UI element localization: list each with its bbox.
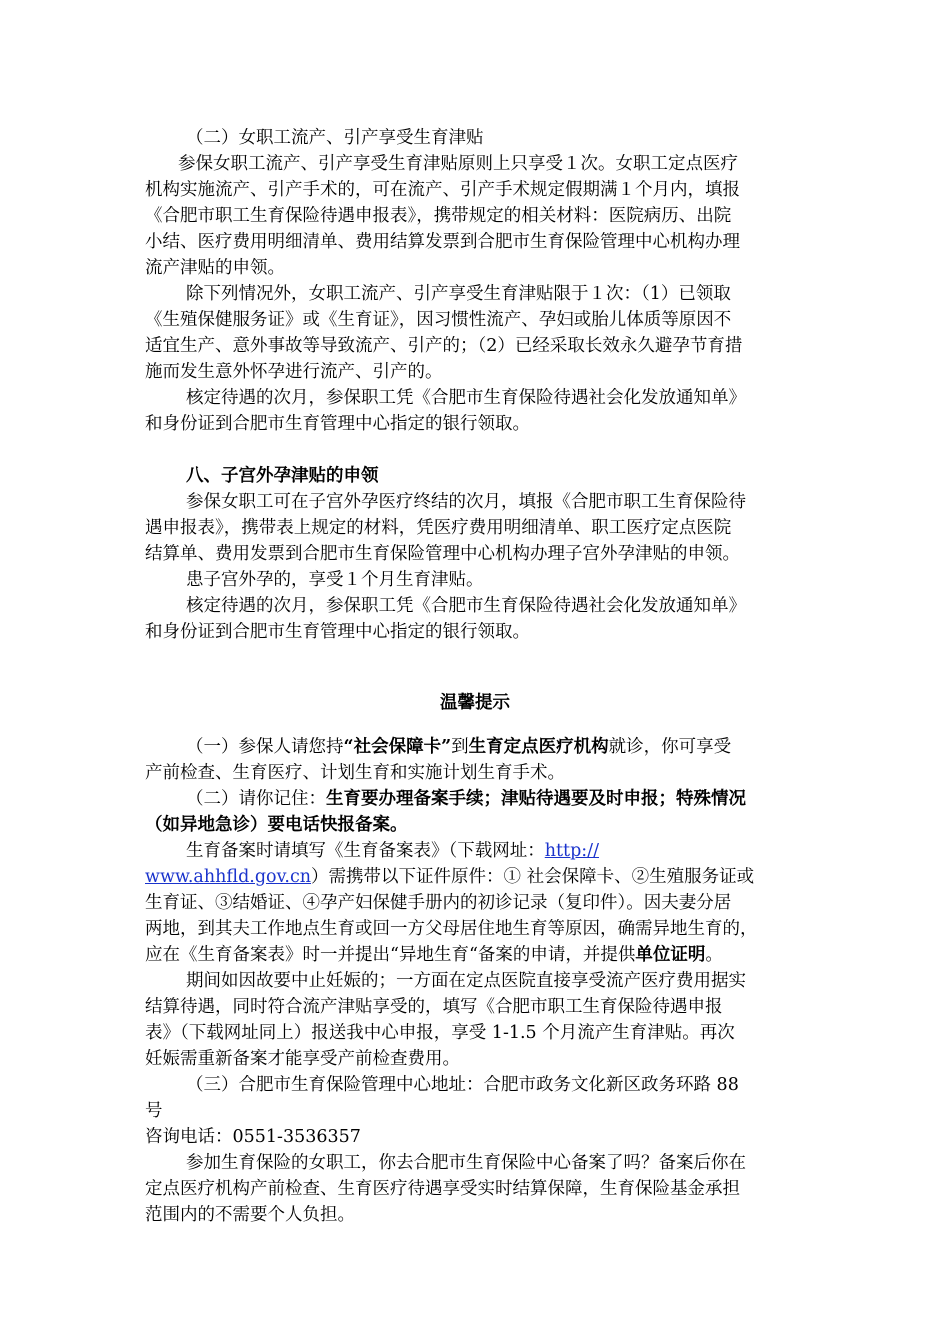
section-b-heading: （二）女职工流产、引产享受生育津贴: [186, 128, 484, 148]
download-link[interactable]: http://: [544, 841, 599, 861]
registration-text: ）需携带以下证件原件：① 社会保障卡、②生殖服务证或: [311, 867, 755, 887]
section-8-para2: 患子宫外孕的，享受１个月生育津贴。: [186, 570, 484, 590]
final-line: 定点医疗机构产前检查、生育医疗待遇享受实时结算保障，生育保险基金承担: [145, 1179, 740, 1199]
registration-line: [145, 864, 754, 890]
tips-item-1-text: （一）参保人请您持: [186, 737, 344, 757]
section-8-para1-line: 结算单、费用发票到合肥市生育保险管理中心机构办理子宫外孕津贴的申领。: [145, 544, 740, 564]
final-line: 范围内的不需要个人负担。: [145, 1205, 355, 1225]
section-b-para1-line: 小结、医疗费用明细清单、费用结算发票到合肥市生育保险管理中心机构办理: [145, 232, 740, 252]
tips-item-1: [186, 734, 731, 760]
tips-item-1-card: “社会保障卡”: [343, 737, 452, 757]
section-b-para2-line: 适宜生产、意外事故等导致流产、引产的；（2）已经采取长效永久避孕节育措: [145, 336, 743, 356]
download-link[interactable]: www.ahhfld.gov.cn: [145, 867, 312, 887]
registration-line: 两地，到其夫工作地点生育或回一方父母居住地生育等原因，确需异地生育的，: [145, 919, 758, 939]
registration-text: 生育备案时请填写《生育备案表》（下载网址：: [186, 841, 545, 861]
phone-line: 咨询电话：0551-3536357: [145, 1127, 361, 1147]
tips-item-1-text: 就诊，你可享受: [608, 737, 732, 757]
tips-item-2-line2: （如异地急诊）要电话快报备案。: [145, 815, 408, 835]
section-b-para2-line: 《生殖保健服务证》或《生育证》，因习惯性流产、孕妇或胎儿体质等原因不: [145, 310, 732, 330]
section-8-para1-line: 遇申报表》，携带表上规定的材料，凭医疗费用明细清单、职工医疗定点医院: [145, 518, 732, 538]
registration-line: [145, 942, 723, 968]
registration-text: 应在《生育备案表》时一并提出“异地生育“备案的申请，并提供: [145, 945, 636, 965]
registration-line: 生育证、③结婚证、④孕产妇保健手册内的初诊记录（复印件）。因夫妻分居: [145, 893, 732, 913]
final-line: 参加生育保险的女职工，你去合肥市生育保险中心备案了吗？备案后你在: [186, 1153, 746, 1173]
termination-line: 结算待遇，同时符合流产津贴享受的，填写《合肥市职工生育保险待遇申报: [145, 997, 723, 1017]
section-b-para1-line: 机构实施流产、引产手术的，可在流产、引产手术规定假期满１个月内，填报: [145, 180, 740, 200]
termination-line: 期间如因故要中止妊娠的；一方面在定点医院直接享受流产医疗费用据实: [186, 971, 746, 991]
termination-line: 表》（下载网址同上）报送我中心申报，享受 1-1.5 个月流产生育津贴。再次: [145, 1023, 735, 1043]
tips-item-2-text: （二）请你记住：: [186, 789, 326, 809]
address-line: 号: [145, 1101, 163, 1121]
section-b-para2-line: 施而发生意外怀孕进行流产、引产的。: [145, 362, 443, 382]
tips-item-1-institution: 生育定点医疗机构: [468, 737, 609, 757]
section-b-para2-line: 除下列情况外，女职工流产、引产享受生育津贴限于１次：（1）已领取: [186, 284, 731, 304]
section-b-para3-line: 核定待遇的次月，参保职工凭《合肥市生育保险待遇社会化发放通知单》: [186, 388, 746, 408]
tips-item-2-bold: 生育要办理备案手续；津贴待遇要及时申报；特殊情况: [326, 789, 746, 809]
registration-text: 。: [705, 945, 723, 965]
tips-title: 温馨提示: [440, 693, 510, 713]
section-8-para1-line: 参保女职工可在子宫外孕医疗终结的次月，填报《合肥市职工生育保险待: [186, 492, 746, 512]
unit-certificate: 单位证明: [635, 945, 706, 965]
address-line: （三）合肥市生育保险管理中心地址：合肥市政务文化新区政务环路 88: [186, 1075, 739, 1095]
termination-line: 妊娠需重新备案才能享受产前检查费用。: [145, 1049, 460, 1069]
tips-item-1-text: 到: [451, 737, 469, 757]
section-8-heading: 八、子宫外孕津贴的申领: [186, 466, 379, 486]
section-b-para1-line: 流产津贴的申领。: [145, 258, 285, 278]
section-b-para1-line: 参保女职工流产、引产享受生育津贴原则上只享受１次。女职工定点医疗: [178, 154, 738, 174]
tips-item-2: [186, 786, 746, 812]
section-8-para3-line: 和身份证到合肥市生育管理中心指定的银行领取。: [145, 622, 530, 642]
section-b-para3-line: 和身份证到合肥市生育管理中心指定的银行领取。: [145, 414, 530, 434]
section-b-para1-line: 《合肥市职工生育保险待遇申报表》，携带规定的相关材料：医院病历、出院: [145, 206, 732, 226]
section-8-para3-line: 核定待遇的次月，参保职工凭《合肥市生育保险待遇社会化发放通知单》: [186, 596, 746, 616]
registration-line: [186, 838, 599, 864]
tips-item-1-line2: 产前检查、生育医疗、计划生育和实施计划生育手术。: [145, 763, 565, 783]
